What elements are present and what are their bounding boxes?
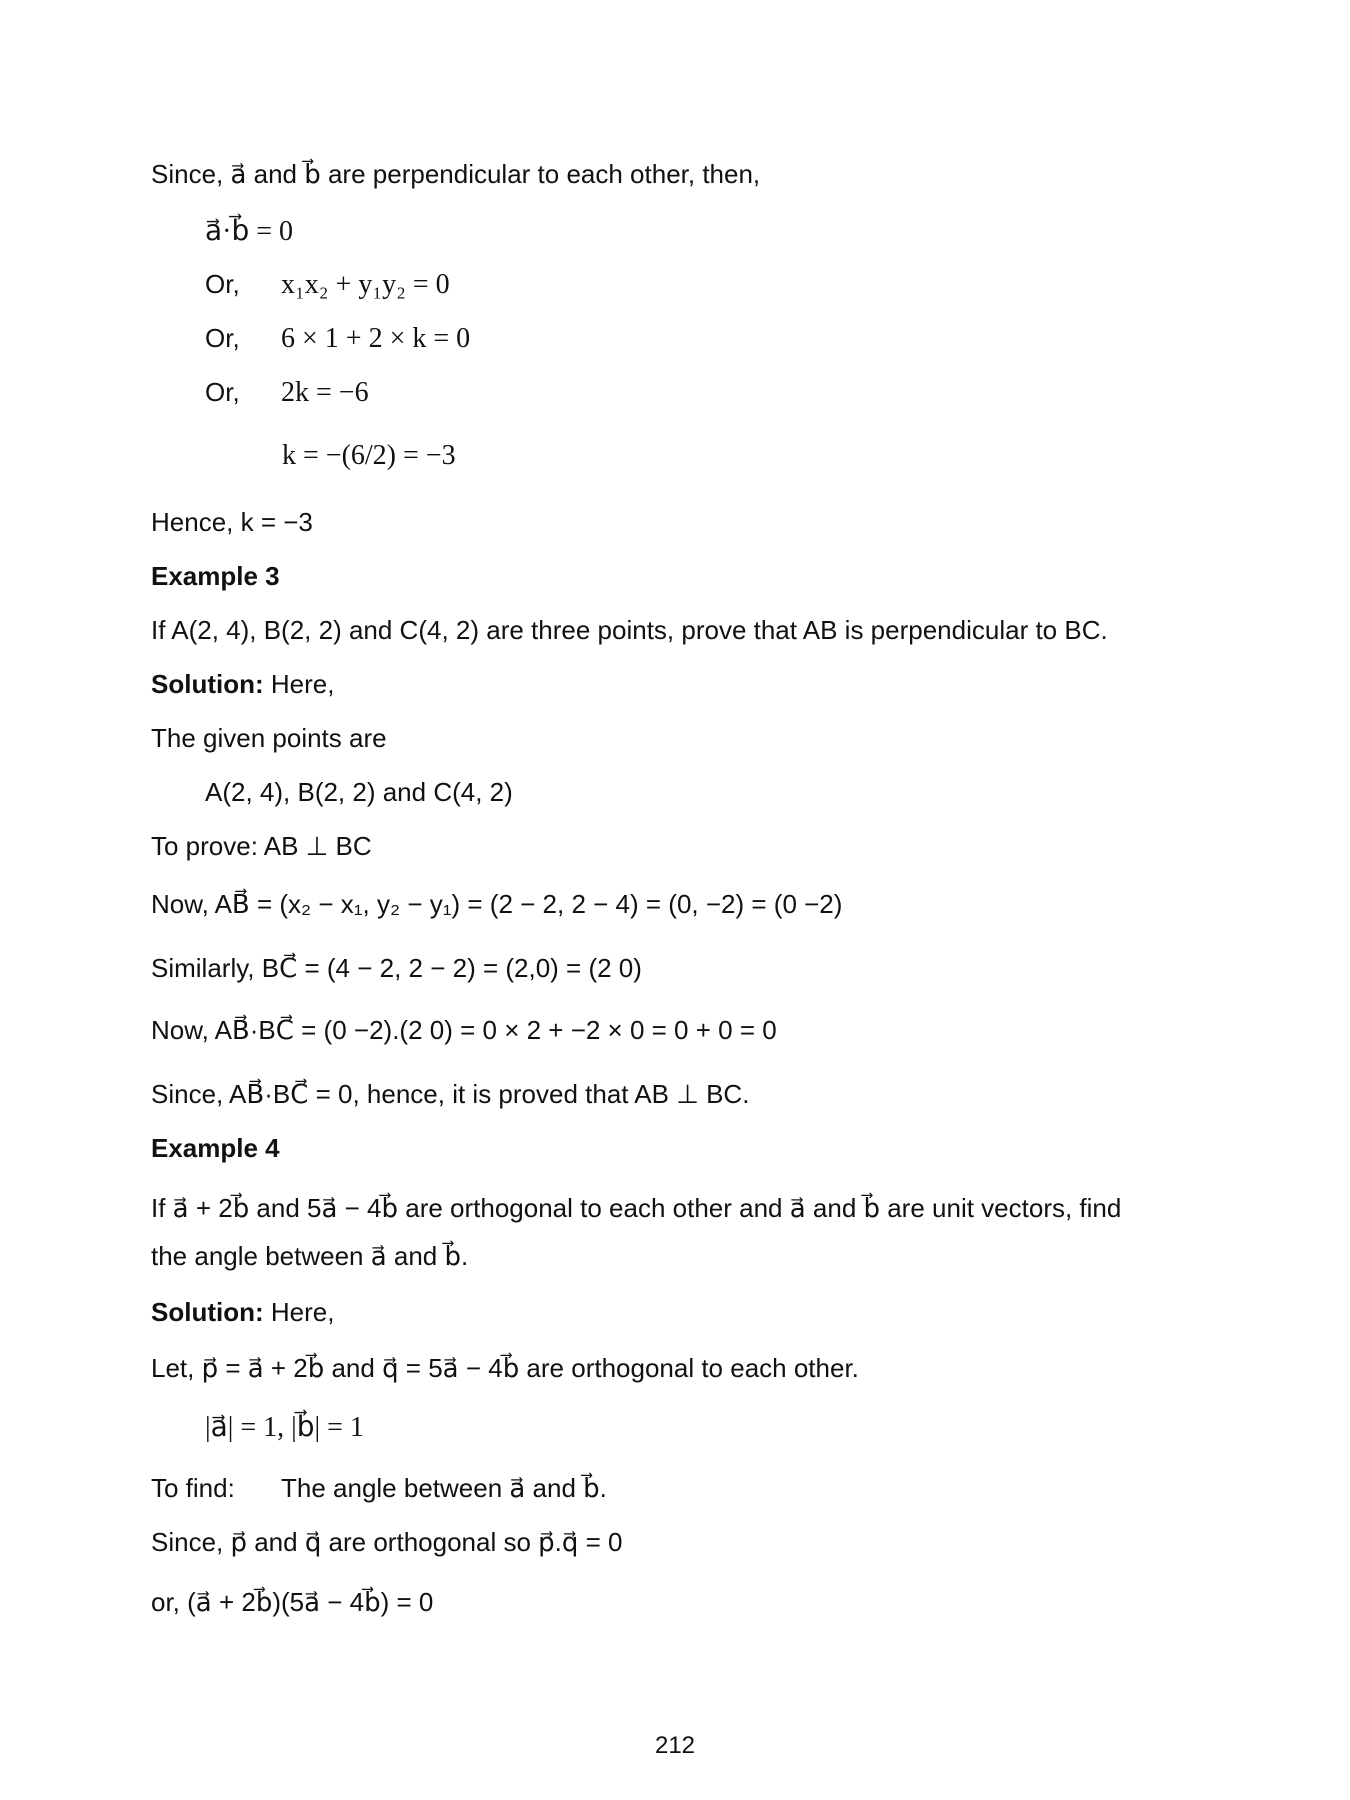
vector-ab-line: Now, AB⃗ = (x₂ − x₁, y₂ − y₁) = (2 − 2, 2 − 4) = (0, −2) = (0 −2) [151, 889, 843, 919]
or-label: Or, [205, 269, 240, 299]
text-line-1: Since, a⃗ and b⃗ are perpendicular to each other, then, [151, 159, 761, 189]
equation-row-1 [205, 268, 450, 301]
page-number: 212 [654, 1732, 696, 1759]
given-points: A(2, 4), B(2, 2) and C(4, 2) [205, 777, 513, 807]
solution-label: Solution: [151, 669, 264, 699]
to-prove-line: To prove: AB ⊥ BC [151, 831, 372, 861]
example-4-question-1: If a⃗ + 2b⃗ and 5a⃗ − 4b⃗ are orthogonal to each other and a⃗ and b⃗ are unit vectors, find [151, 1193, 1122, 1223]
equation-row-3 [205, 376, 369, 409]
conclusion-line: Since, AB⃗·BC⃗ = 0, hence, it is proved that AB ⊥ BC. [151, 1079, 750, 1109]
example-4-heading: Example 4 [151, 1133, 280, 1163]
equation-k-value: k = −(6/2) = −3 [282, 440, 456, 471]
equation-dot-product: a⃗·b⃗ = 0 [205, 216, 294, 247]
equation: 2k = −6 [281, 377, 369, 408]
text-line-hence: Hence, k = −3 [151, 507, 313, 537]
dot-product-line: Now, AB⃗·BC⃗ = (0 −2).(2 0) = 0 × 2 + −2 × 0 = 0 + 0 = 0 [151, 1015, 777, 1045]
to-find-text: The angle between a⃗ and b⃗. [281, 1473, 607, 1503]
let-line: Let, p⃗ = a⃗ + 2b⃗ and q⃗ = 5a⃗ − 4b⃗ are orthogonal to each other. [151, 1353, 859, 1383]
or-label: Or, [205, 377, 240, 407]
example-3-question: If A(2, 4), B(2, 2) and C(4, 2) are three points, prove that AB is perpendicular to BC. [151, 615, 1108, 645]
equation-row-2 [205, 322, 470, 355]
example-3-heading: Example 3 [151, 561, 280, 591]
text-line-given: The given points are [151, 723, 387, 753]
solution-line-2 [151, 1296, 334, 1328]
solution-line-1 [151, 668, 334, 700]
solution-text: Here, [263, 669, 335, 699]
equation: x₁x₂ + y₁y₂ = 0 [281, 269, 450, 300]
final-equation-line: or, (a⃗ + 2b⃗)(5a⃗ − 4b⃗) = 0 [151, 1587, 434, 1617]
equation: 6 × 1 + 2 × k = 0 [281, 323, 471, 354]
solution-text: Here, [263, 1297, 335, 1327]
solution-label: Solution: [151, 1297, 264, 1327]
to-find-label: To find: [151, 1473, 235, 1503]
or-label: Or, [205, 323, 240, 353]
vector-bc-line: Similarly, BC⃗ = (4 − 2, 2 − 2) = (2,0) = (2 0) [151, 953, 642, 983]
to-find-line [151, 1472, 607, 1504]
orthogonal-line: Since, p⃗ and q⃗ are orthogonal so p⃗.q⃗ = 0 [151, 1527, 623, 1557]
example-4-question-2: the angle between a⃗ and b⃗. [151, 1241, 469, 1271]
unit-vectors-line: |a⃗| = 1, |b⃗| = 1 [205, 1412, 364, 1443]
